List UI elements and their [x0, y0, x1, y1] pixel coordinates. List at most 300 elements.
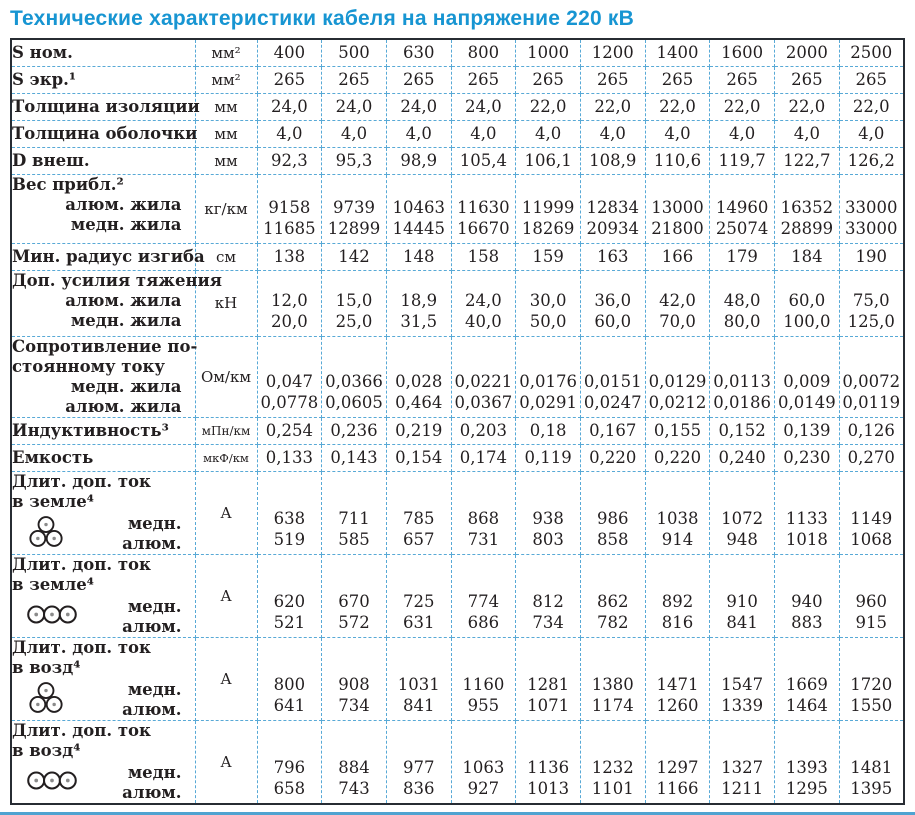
- value-cell: [451, 120, 516, 147]
- value-cell: [839, 444, 904, 471]
- value-cell: [839, 93, 904, 120]
- param-label-line: медн. жила: [70, 214, 182, 234]
- value-line: 20934: [586, 218, 640, 238]
- value-cell: [516, 147, 581, 174]
- value-cell: [710, 93, 775, 120]
- param-label-line: Длит. доп. ток: [12, 637, 151, 657]
- value-cell: [580, 66, 645, 93]
- value-cell: [516, 336, 581, 417]
- value-line: 1072: [721, 508, 764, 528]
- table-row: [11, 120, 904, 147]
- value-line: 0,270: [847, 448, 895, 467]
- value-line: 0,139: [783, 421, 831, 440]
- value-line: 16670: [457, 218, 510, 238]
- value-cell: [775, 720, 840, 804]
- value-cell: [386, 444, 451, 471]
- value-cell: [710, 417, 775, 444]
- value-line: 4,0: [405, 124, 432, 143]
- param-label-line: Длит. доп. ток: [12, 554, 151, 574]
- value-line: 265: [855, 70, 888, 89]
- param-label-line: Толщина оболочки: [12, 123, 198, 143]
- value-line: 148: [402, 247, 435, 266]
- value-cell: [580, 637, 645, 720]
- table-row: [11, 554, 904, 637]
- value-line: 60,0: [788, 290, 826, 310]
- value-line: 184: [791, 247, 823, 266]
- value-line: 1297: [656, 757, 699, 777]
- conductor-sub-label: медн.: [127, 679, 182, 699]
- value-line: 1393: [785, 757, 828, 777]
- value-line: 265: [791, 70, 823, 89]
- value-line: 70,0: [659, 311, 696, 331]
- value-cell: [322, 554, 387, 637]
- value-line: 265: [661, 70, 694, 89]
- value-cell: [386, 336, 451, 417]
- value-cell: [386, 417, 451, 444]
- value-cell: [710, 336, 775, 417]
- value-line: 12834: [586, 197, 640, 217]
- param-label-line: в земле⁴: [12, 574, 94, 594]
- value-cell: [451, 174, 516, 243]
- value-line: 0,152: [718, 421, 766, 440]
- param-label-line: медн. жила: [70, 376, 182, 396]
- value-cell: [322, 66, 387, 93]
- value-line: 910: [726, 591, 758, 611]
- param-label-cell: [11, 417, 195, 444]
- value-line: 1464: [785, 695, 828, 715]
- table-row: [11, 243, 904, 270]
- value-line: 22,0: [852, 97, 890, 116]
- value-cell: [386, 93, 451, 120]
- value-cell: [775, 147, 840, 174]
- value-line: 24,0: [465, 97, 502, 116]
- table-row: [11, 720, 904, 804]
- value-line: 734: [532, 612, 564, 632]
- value-cell: [257, 93, 322, 120]
- value-line: 955: [467, 695, 500, 715]
- value-cell: [386, 66, 451, 93]
- value-line: 24,0: [400, 97, 438, 116]
- value-cell: [645, 270, 710, 336]
- value-line: 1547: [721, 674, 764, 694]
- unit-cell: мм²: [195, 39, 257, 66]
- value-line: 12899: [327, 218, 381, 238]
- value-cell: [451, 147, 516, 174]
- value-line: 841: [402, 695, 435, 715]
- value-cell: [322, 637, 387, 720]
- table-row: [11, 471, 904, 554]
- value-line: 908: [338, 674, 370, 694]
- value-line: 30,0: [529, 290, 567, 310]
- value-line: 927: [467, 778, 500, 798]
- value-cell: [710, 174, 775, 243]
- value-line: 0,0113: [713, 371, 772, 391]
- value-line: 0,0605: [325, 392, 383, 412]
- cable-flat-icon: [26, 770, 78, 795]
- param-label-cell: [11, 120, 198, 147]
- param-label-line: Вес прибл.²: [12, 174, 124, 194]
- value-cell: [710, 39, 775, 66]
- value-cell: [775, 471, 840, 554]
- value-line: 0,155: [653, 421, 702, 440]
- unit-cell: А: [195, 637, 257, 720]
- value-line: 22,0: [788, 97, 826, 116]
- value-cell: [386, 243, 451, 270]
- value-cell: [839, 471, 904, 554]
- page-title: Технические характеристики кабеля на напряжение 220 кВ: [10, 7, 634, 30]
- value-line: 14445: [392, 218, 445, 238]
- value-line: 265: [273, 70, 306, 89]
- value-cell: [322, 39, 387, 66]
- conductor-sub-label: медн.: [127, 596, 182, 616]
- value-cell: [839, 637, 904, 720]
- value-cell: [386, 637, 451, 720]
- value-line: 868: [467, 508, 500, 528]
- value-line: 0,0151: [583, 371, 642, 391]
- param-label-cell: [11, 39, 195, 66]
- value-cell: [645, 66, 710, 93]
- value-cell: [386, 270, 451, 336]
- value-line: 1133: [785, 508, 828, 528]
- value-line: 1260: [656, 695, 699, 715]
- value-cell: [580, 444, 645, 471]
- value-line: 159: [532, 247, 564, 266]
- param-label-line: в земле⁴: [12, 491, 94, 511]
- value-line: 60,0: [594, 311, 632, 331]
- value-line: 14960: [715, 197, 769, 217]
- value-line: 0,0212: [648, 392, 707, 412]
- value-line: 915: [855, 612, 888, 632]
- value-line: 400: [273, 43, 306, 63]
- value-line: 1395: [850, 778, 893, 798]
- value-line: 1600: [721, 43, 764, 63]
- value-cell: [451, 417, 516, 444]
- cable-trefoil-icon: [26, 681, 66, 718]
- value-line: 803: [532, 529, 564, 549]
- value-line: 0,0186: [713, 392, 772, 412]
- conductor-sub-label: алюм.: [122, 533, 182, 553]
- value-cell: [386, 39, 451, 66]
- value-cell: [451, 554, 516, 637]
- value-cell: [645, 39, 710, 66]
- value-line: 265: [338, 70, 370, 89]
- value-line: 18,9: [400, 290, 438, 310]
- value-line: 836: [402, 778, 435, 798]
- value-line: 0,236: [330, 421, 378, 440]
- value-cell: [322, 120, 387, 147]
- value-cell: [516, 174, 581, 243]
- param-label-line: медн. жила: [70, 310, 182, 330]
- conductor-sub-label: алюм.: [122, 699, 182, 719]
- value-line: 841: [726, 612, 758, 632]
- value-line: 138: [273, 247, 306, 266]
- value-line: 658: [273, 778, 306, 798]
- value-cell: [386, 554, 451, 637]
- value-line: 519: [273, 529, 306, 549]
- value-line: 142: [338, 247, 370, 266]
- value-cell: [451, 270, 516, 336]
- value-line: 2500: [850, 43, 893, 63]
- param-label-line: Доп. усилия тяжения: [12, 270, 222, 290]
- param-label-line: Индуктивность³: [12, 420, 169, 440]
- value-cell: [257, 120, 322, 147]
- value-line: 572: [338, 612, 370, 632]
- value-cell: [645, 444, 710, 471]
- value-line: 1038: [656, 508, 699, 528]
- value-cell: [775, 637, 840, 720]
- value-line: 4,0: [664, 124, 691, 143]
- value-line: 883: [791, 612, 823, 632]
- value-line: 15,0: [335, 290, 373, 310]
- value-cell: [775, 417, 840, 444]
- value-line: 1400: [656, 43, 699, 63]
- value-cell: [516, 444, 581, 471]
- value-line: 796: [273, 757, 306, 777]
- value-line: 862: [597, 591, 629, 611]
- value-line: 166: [661, 247, 694, 266]
- value-line: 100,0: [783, 311, 831, 331]
- param-label-cell: [11, 243, 205, 270]
- param-label-cell: [11, 637, 195, 720]
- value-cell: [775, 93, 840, 120]
- value-cell: [322, 174, 387, 243]
- param-label-line: стоянному току: [12, 356, 165, 376]
- value-cell: [451, 444, 516, 471]
- value-line: 33000: [845, 197, 898, 217]
- value-line: 11630: [457, 197, 510, 217]
- param-label-cell: [11, 720, 195, 804]
- value-cell: [257, 243, 322, 270]
- value-cell: [322, 417, 387, 444]
- bottom-divider: [0, 812, 915, 815]
- value-line: 711: [338, 508, 370, 528]
- value-cell: [580, 720, 645, 804]
- value-line: 1327: [721, 757, 764, 777]
- value-line: 9739: [333, 197, 376, 217]
- value-line: 265: [402, 70, 435, 89]
- value-line: 940: [791, 591, 823, 611]
- value-cell: [322, 270, 387, 336]
- value-cell: [710, 243, 775, 270]
- table-row: [11, 444, 904, 471]
- value-cell: [451, 66, 516, 93]
- value-cell: [839, 554, 904, 637]
- value-cell: [645, 174, 710, 243]
- value-cell: [710, 471, 775, 554]
- value-line: 0,464: [395, 392, 443, 412]
- value-line: 119,7: [718, 151, 766, 170]
- unit-cell: Ом/км: [195, 336, 257, 417]
- value-cell: [257, 471, 322, 554]
- value-line: 670: [338, 591, 370, 611]
- value-cell: [839, 39, 904, 66]
- value-cell: [451, 336, 516, 417]
- value-line: 1471: [656, 674, 699, 694]
- value-line: 4,0: [793, 124, 820, 143]
- value-line: 1018: [785, 529, 828, 549]
- value-cell: [516, 270, 581, 336]
- value-line: 40,0: [465, 311, 502, 331]
- value-line: 4,0: [276, 124, 303, 143]
- unit-cell: мм: [195, 147, 257, 174]
- value-line: 1101: [591, 778, 634, 798]
- value-cell: [257, 147, 322, 174]
- value-line: 22,0: [529, 97, 567, 116]
- spec-table-body: [11, 39, 904, 804]
- value-line: 0,143: [330, 448, 378, 467]
- value-line: 0,028: [395, 371, 443, 391]
- unit-cell: кН: [195, 270, 257, 336]
- value-line: 110,6: [653, 151, 702, 170]
- value-line: 22,0: [594, 97, 632, 116]
- value-cell: [386, 471, 451, 554]
- value-cell: [386, 120, 451, 147]
- table-row: [11, 147, 904, 174]
- value-line: 1031: [397, 674, 440, 694]
- table-row: [11, 39, 904, 66]
- value-line: 1063: [462, 757, 505, 777]
- value-line: 0,126: [847, 421, 895, 440]
- value-line: 21800: [651, 218, 704, 238]
- param-label-line: Длит. доп. ток: [12, 720, 151, 740]
- value-cell: [580, 336, 645, 417]
- unit-cell: см: [195, 243, 257, 270]
- value-line: 986: [597, 508, 629, 528]
- value-line: 960: [855, 591, 888, 611]
- value-line: 0,0119: [842, 392, 901, 412]
- value-cell: [516, 554, 581, 637]
- value-cell: [257, 720, 322, 804]
- value-cell: [516, 637, 581, 720]
- value-cell: [257, 554, 322, 637]
- value-cell: [516, 66, 581, 93]
- value-cell: [580, 554, 645, 637]
- value-line: 657: [402, 529, 435, 549]
- value-cell: [645, 720, 710, 804]
- value-line: 1174: [591, 695, 634, 715]
- value-cell: [775, 174, 840, 243]
- value-cell: [516, 93, 581, 120]
- value-line: 0,0247: [583, 392, 642, 412]
- value-line: 774: [467, 591, 500, 611]
- value-line: 20,0: [270, 311, 308, 331]
- value-line: 0,0149: [777, 392, 836, 412]
- value-cell: [386, 147, 451, 174]
- value-line: 4,0: [470, 124, 497, 143]
- value-line: 4,0: [340, 124, 368, 143]
- value-line: 0,220: [589, 448, 637, 467]
- value-line: 892: [661, 591, 694, 611]
- value-line: 108,9: [589, 151, 637, 170]
- value-cell: [710, 720, 775, 804]
- value-cell: [257, 39, 322, 66]
- value-line: 0,0367: [454, 392, 513, 412]
- value-line: 22,0: [659, 97, 696, 116]
- param-label-line: в возд⁴: [12, 740, 81, 760]
- value-line: 0,174: [459, 448, 508, 467]
- value-line: 785: [402, 508, 435, 528]
- value-cell: [775, 66, 840, 93]
- param-label-cell: [11, 270, 222, 336]
- value-line: 731: [467, 529, 500, 549]
- unit-cell: мм: [195, 93, 257, 120]
- param-label-line: D внеш.: [12, 150, 90, 170]
- value-line: 0,0366: [325, 371, 383, 391]
- value-line: 1281: [527, 674, 570, 694]
- table-row: [11, 637, 904, 720]
- value-cell: [386, 174, 451, 243]
- value-line: 25,0: [335, 311, 373, 331]
- value-cell: [775, 444, 840, 471]
- value-line: 1166: [656, 778, 699, 798]
- value-line: 4,0: [534, 124, 562, 143]
- value-line: 0,0176: [519, 371, 577, 391]
- value-cell: [451, 243, 516, 270]
- value-line: 521: [273, 612, 306, 632]
- value-line: 0,203: [459, 421, 508, 440]
- value-line: 92,3: [270, 151, 308, 170]
- value-line: 0,133: [265, 448, 313, 467]
- param-label-cell: [11, 66, 195, 93]
- value-line: 914: [661, 529, 694, 549]
- value-cell: [322, 336, 387, 417]
- value-line: 0,0778: [260, 392, 319, 412]
- value-line: 125,0: [847, 311, 895, 331]
- param-label-cell: [11, 147, 195, 174]
- param-label-line: алюм. жила: [65, 396, 182, 416]
- table-row: [11, 93, 904, 120]
- value-line: 122,7: [783, 151, 831, 170]
- value-line: 12,0: [270, 290, 308, 310]
- value-line: 24,0: [335, 97, 373, 116]
- value-line: 631: [402, 612, 435, 632]
- value-line: 265: [597, 70, 629, 89]
- value-line: 1720: [850, 674, 893, 694]
- value-cell: [257, 66, 322, 93]
- value-line: 163: [597, 247, 629, 266]
- value-line: 48,0: [723, 290, 761, 310]
- value-cell: [322, 720, 387, 804]
- value-cell: [516, 471, 581, 554]
- value-cell: [580, 39, 645, 66]
- value-line: 25074: [715, 218, 769, 238]
- value-cell: [516, 243, 581, 270]
- value-cell: [322, 243, 387, 270]
- value-line: 686: [467, 612, 500, 632]
- param-label-line: Длит. доп. ток: [12, 471, 151, 491]
- value-cell: [451, 471, 516, 554]
- param-label-line: Мин. радиус изгиба: [12, 246, 205, 266]
- conductor-sub-label: алюм.: [122, 616, 182, 636]
- param-label-cell: [11, 554, 195, 637]
- value-cell: [645, 147, 710, 174]
- value-cell: [322, 471, 387, 554]
- value-cell: [451, 720, 516, 804]
- value-line: 4,0: [858, 124, 885, 143]
- unit-cell: А: [195, 471, 257, 554]
- value-line: 24,0: [270, 97, 308, 116]
- param-label-cell: [11, 471, 195, 554]
- unit-cell: кг/км: [195, 174, 257, 243]
- unit-cell: А: [195, 554, 257, 637]
- value-cell: [257, 444, 322, 471]
- value-line: 80,0: [723, 311, 761, 331]
- value-line: 0,119: [524, 448, 572, 467]
- unit-cell: мм: [195, 120, 257, 147]
- param-label-line: S экр.¹: [12, 69, 77, 89]
- value-line: 31,5: [400, 311, 438, 331]
- value-line: 858: [597, 529, 629, 549]
